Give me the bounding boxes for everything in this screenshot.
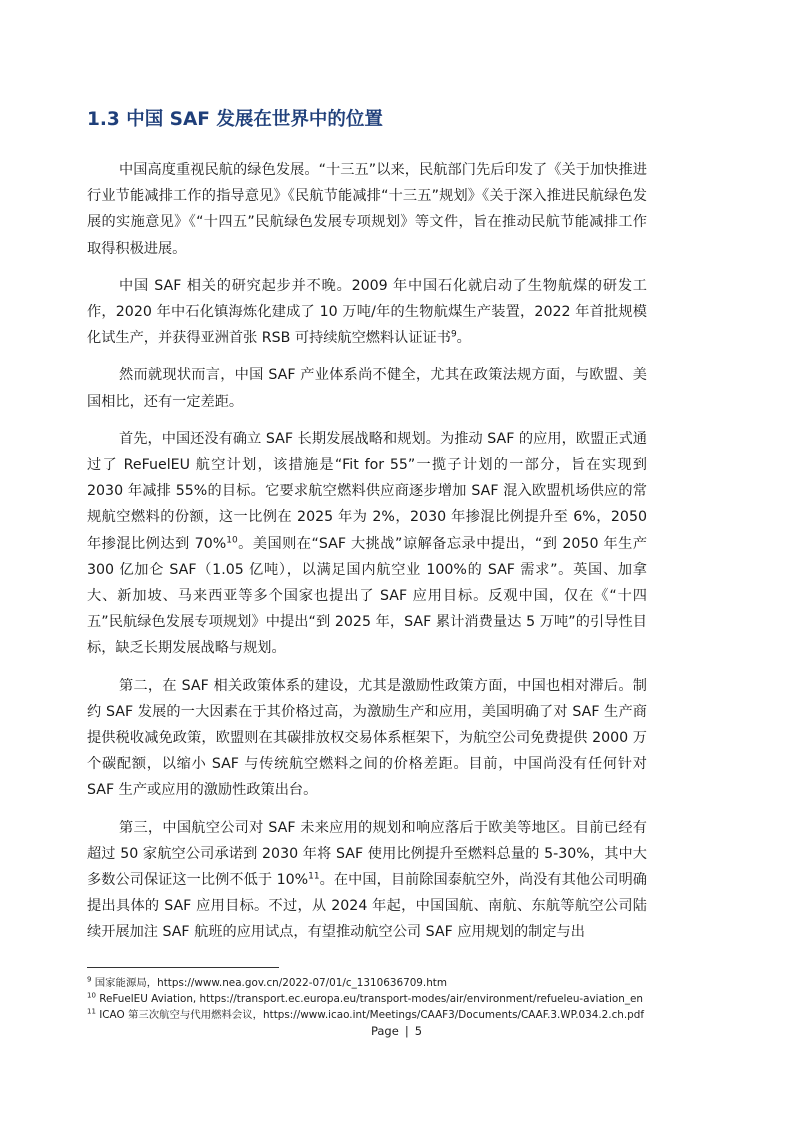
page-footer bbox=[0, 1024, 793, 1038]
footnote-text[interactable]: ReFuelEU Aviation, https://transport.ec.europa.eu/transport-modes/air/environment/refueleu-aviation_en bbox=[99, 993, 644, 1005]
paragraph-text: 首先，中国还没有确立 SAF 长期发展战略和规划。为推动 SAF 的应用，欧盟正式通过了 ReFuelEU 航空计划，该措施是“Fit for 55”一揽子计划的一部分，旨在实现到 2030 年减排 55%的目标。它要求航空燃料供应商逐步增加 SAF 混入欧盟机场供应的常规航空燃料的份额，这一比例在 2025 年为 2%，2030 年掺混比例提升至 6%，2050 年掺混比例达到 70% bbox=[87, 430, 647, 552]
paragraph-text: 中国 SAF 相关的研究起步并不晚。2009 年中国石化就启动了生物航煤的研发工作，2020 年中石化镇海炼化建成了 10 万吨/年的生物航煤生产装置，2022 年首批规模化试生产，并获得亚洲首张 RSB 可持续航空燃料认证证书 bbox=[87, 277, 647, 347]
body-text bbox=[87, 157, 647, 957]
paragraph-text: 中国高度重视民航的绿色发展。“十三五”以来，民航部门先后印发了《关于加快推进行业节能减排工作的指导意见》《民航节能减排“十三五”规划》《关于深入推进民航绿色发展的实施意见》《“十四五”民航绿色发展专项规划》等文件，旨在推动民航节能减排工作取得积极进展。 bbox=[87, 162, 647, 257]
section-heading: 1.3 中国 SAF 发展在世界中的位置 bbox=[87, 109, 383, 130]
paragraph bbox=[87, 273, 647, 352]
footnote-divider bbox=[87, 967, 279, 968]
page-label: Page bbox=[370, 1024, 399, 1038]
paragraph-text-tail: 。美国则在“SAF 大挑战”谅解备忘录中提出，“到 2050 年生产 300 亿加仑 SAF（1.05 亿吨），以满足国内航空业 100%的 SAF 需求”。英国、加拿大、新加坡、马来西亚等多个国家也提出了 SAF 应用目标。反观中国，仅在《“十四五”民航绿色发展专项规划》中提出“到 2025 年，SAF 累计消费量达 5 万吨”的引导性目标，缺乏长期发展战略与规划。 bbox=[87, 535, 648, 657]
paragraph bbox=[87, 362, 647, 414]
footnotes bbox=[87, 975, 707, 1023]
footnote bbox=[87, 991, 707, 1007]
paragraph-text: 第二，在 SAF 相关政策体系的建设，尤其是激励性政策方面，中国也相对滞后。制约 SAF 发展的一大因素在于其价格过高，为激励生产和应用，美国明确了对 SAF 生产商提供税收减免政策，欧盟则在其碳排放权交易体系框架下，为航空公司免费提供 2000 万个碳配额，以缩小 SAF 与传统航空燃料之间的价格差距。目前，中国尚没有任何针对 SAF 生产或应用的激励性政策出台。 bbox=[87, 677, 647, 799]
footnote-text[interactable]: 国家能源局，https://www.nea.gov.cn/2022-07/01/c_1310636709.htm bbox=[94, 977, 447, 989]
footnote-ref[interactable]: 11 bbox=[308, 871, 320, 882]
paragraph-text: 第三，中国航空公司对 SAF 未来应用的规划和响应落后于欧美等地区。目前已经有超过 50 家航空公司承诺到 2030 年将 SAF 使用比例提升至燃料总量的 5-30%，其中大多数公司保证这一比例不低于 10% bbox=[87, 819, 647, 889]
footnote bbox=[87, 1007, 707, 1023]
paragraph-text-tail: 。 bbox=[456, 330, 471, 347]
footnote-text[interactable]: ICAO 第三次航空与代用燃料会议，https://www.icao.int/Meetings/CAAF3/Documents/CAAF.3.WP.034.2.ch.pdf bbox=[99, 1009, 645, 1021]
footnote-number: 11 bbox=[87, 1007, 96, 1016]
page-number: 5 bbox=[414, 1024, 423, 1038]
footnote-number: 9 bbox=[87, 975, 92, 984]
paragraph-text-tail: 。在中国，目前除国泰航空外，尚没有其他公司明确提出具体的 SAF 应用目标。不过，从 2024 年起，中国国航、南航、东航等航空公司陆续开展加注 SAF 航班的应用试点，有望推动航空公司 SAF 应用规划的制定与出 bbox=[87, 872, 647, 941]
page-separator: | bbox=[404, 1024, 409, 1038]
footnote-ref[interactable]: 10 bbox=[226, 534, 238, 545]
paragraph bbox=[87, 157, 647, 262]
footnote-ref[interactable]: 9 bbox=[450, 329, 457, 340]
paragraph bbox=[87, 815, 647, 946]
paragraph-text: 然而就现状而言，中国 SAF 产业体系尚不健全，尤其在政策法规方面，与欧盟、美国相比，还有一定差距。 bbox=[87, 367, 647, 410]
footnote bbox=[87, 975, 707, 991]
footnote-number: 10 bbox=[87, 991, 96, 1000]
paragraph bbox=[87, 426, 647, 662]
paragraph bbox=[87, 673, 647, 804]
